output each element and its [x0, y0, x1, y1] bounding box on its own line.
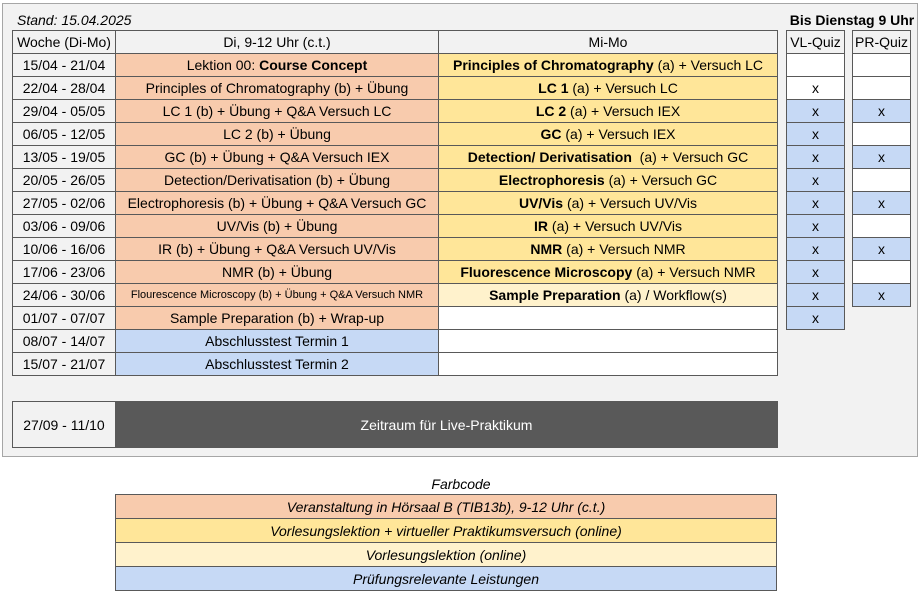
week-cell: 08/07 - 14/07	[13, 330, 116, 353]
week-cell: 10/06 - 16/06	[13, 238, 116, 261]
wed-mon-bold: Detection/ Derivatisation	[467, 149, 632, 165]
table-row	[13, 353, 778, 376]
pr-quiz-mark	[853, 123, 911, 146]
tuesday-cell	[116, 146, 439, 169]
wed-mon-text: (a) + Versuch LC	[653, 57, 764, 73]
tuesday-text: LC 1 (b) + Übung + Q&A Versuch LC	[162, 103, 392, 119]
pr-quiz-mark	[853, 215, 911, 238]
pr-quiz-mark	[853, 169, 911, 192]
live-week: 27/09 - 11/10	[13, 402, 116, 448]
vl-quiz-mark: x	[787, 169, 845, 192]
header-week: Woche (Di-Mo)	[13, 31, 116, 54]
wed-mon-bold: Principles of Chromatography	[452, 57, 654, 73]
wed-mon-cell	[439, 284, 778, 307]
tuesday-text: Abschlusstest Termin 1	[205, 333, 349, 349]
wed-mon-cell	[439, 353, 778, 376]
tuesday-cell	[116, 192, 439, 215]
quiz-deadline: Bis Dienstag 9 Uhr	[789, 12, 915, 28]
tuesday-text: GC (b) + Übung + Q&A Versuch IEX	[164, 149, 390, 165]
tuesday-text: NMR (b) + Übung	[221, 264, 333, 280]
live-practicum-table	[12, 401, 778, 448]
vl-quiz-mark: x	[787, 238, 845, 261]
tuesday-text: Sample Preparation (b) + Wrap-up	[169, 310, 385, 326]
wed-mon-text: (a) + Versuch NMR	[632, 264, 756, 280]
vl-quiz-mark: x	[787, 192, 845, 215]
wed-mon-cell	[439, 146, 778, 169]
tuesday-text: Flourescence Microscopy (b) + Übung + Q&A Versuch NMR	[130, 289, 424, 301]
table-row	[13, 261, 778, 284]
table-row	[13, 123, 778, 146]
tuesday-text: LC 2 (b) + Übung	[223, 126, 331, 142]
tuesday-cell	[116, 169, 439, 192]
header-vl-quiz: VL-Quiz	[787, 31, 845, 54]
table-row	[13, 238, 778, 261]
week-cell: 29/04 - 05/05	[13, 100, 116, 123]
wed-mon-cell	[439, 100, 778, 123]
header-wed-mon: Mi-Mo	[439, 31, 778, 54]
tuesday-bold: Course Concept	[259, 57, 368, 73]
wed-mon-bold: UV/Vis	[518, 195, 564, 211]
live-label: Zeitraum für Live-Praktikum	[116, 402, 778, 448]
vl-quiz-mark	[787, 54, 845, 77]
wed-mon-text: (a) + Versuch UV/Vis	[563, 195, 698, 211]
wed-mon-cell	[439, 307, 778, 330]
vl-quiz-mark: x	[787, 100, 845, 123]
schedule-table	[12, 30, 778, 376]
vl-quiz-mark: x	[787, 307, 845, 330]
wed-mon-text: (a) + Versuch NMR	[562, 241, 686, 257]
wed-mon-bold: GC	[540, 126, 562, 142]
tuesday-cell	[116, 353, 439, 376]
tuesday-cell	[116, 215, 439, 238]
tuesday-text: IR (b) + Übung + Q&A Versuch UV/Vis	[158, 241, 396, 257]
wed-mon-bold: Electrophoresis	[498, 172, 605, 188]
wed-mon-bold: IR	[534, 218, 549, 234]
tuesday-text: Abschlusstest Termin 2	[205, 356, 349, 372]
wed-mon-text: (a) + Versuch GC	[604, 172, 718, 188]
table-row	[13, 146, 778, 169]
table-row	[13, 100, 778, 123]
tuesday-text: Lektion 00:	[186, 57, 260, 73]
tuesday-cell	[116, 123, 439, 146]
week-cell: 13/05 - 19/05	[13, 146, 116, 169]
table-row	[13, 284, 778, 307]
table-row	[13, 77, 778, 100]
wed-mon-cell	[439, 123, 778, 146]
wed-mon-text: (a) + Versuch IEX	[561, 126, 676, 142]
wed-mon-cell	[439, 192, 778, 215]
week-cell: 20/05 - 26/05	[13, 169, 116, 192]
wed-mon-bold: Fluorescence Microscopy	[460, 264, 633, 280]
wed-mon-cell	[439, 77, 778, 100]
wed-mon-cell	[439, 54, 778, 77]
table-row	[13, 54, 778, 77]
legend-item: Vorlesungslektion (online)	[116, 543, 777, 567]
tuesday-cell	[116, 77, 439, 100]
legend-item: Vorlesungslektion + virtueller Praktikumsversuch (online)	[116, 519, 777, 543]
legend-title: Farbcode	[431, 476, 491, 492]
tuesday-cell	[116, 54, 439, 77]
vl-quiz-mark: x	[787, 215, 845, 238]
wed-mon-text: (a) + Versuch GC	[631, 149, 749, 165]
tuesday-cell	[116, 307, 439, 330]
pr-quiz-mark: x	[853, 100, 911, 123]
week-cell: 15/04 - 21/04	[13, 54, 116, 77]
table-row	[13, 307, 778, 330]
wed-mon-cell	[439, 169, 778, 192]
pr-quiz-table	[852, 30, 911, 307]
header-row	[13, 31, 778, 54]
wed-mon-text: (a) + Versuch IEX	[566, 103, 681, 119]
wed-mon-bold: LC 1	[538, 80, 569, 96]
vl-quiz-mark: x	[787, 284, 845, 307]
pr-quiz-mark: x	[853, 238, 911, 261]
table-row	[13, 192, 778, 215]
tuesday-cell	[116, 284, 439, 307]
legend-item: Prüfungsrelevante Leistungen	[116, 567, 777, 591]
week-cell: 17/06 - 23/06	[13, 261, 116, 284]
tuesday-cell	[116, 238, 439, 261]
tuesday-text: Principles of Chromatography (b) + Übung	[145, 80, 409, 96]
vl-quiz-mark: x	[787, 146, 845, 169]
wed-mon-cell	[439, 261, 778, 284]
pr-quiz-mark: x	[853, 192, 911, 215]
week-cell: 15/07 - 21/07	[13, 353, 116, 376]
pr-quiz-mark: x	[853, 284, 911, 307]
wed-mon-cell	[439, 215, 778, 238]
tuesday-cell	[116, 261, 439, 284]
wed-mon-cell	[439, 330, 778, 353]
tuesday-text: UV/Vis (b) + Übung	[216, 218, 338, 234]
header-pr-quiz: PR-Quiz	[853, 31, 911, 54]
pr-quiz-mark: x	[853, 146, 911, 169]
tuesday-cell	[116, 330, 439, 353]
table-row	[13, 169, 778, 192]
legend-item: Veranstaltung in Hörsaal B (TIB13b), 9-12 Uhr (c.t.)	[116, 495, 777, 519]
table-row	[13, 215, 778, 238]
wed-mon-bold: LC 2	[535, 103, 567, 119]
wed-mon-cell	[439, 238, 778, 261]
vl-quiz-table	[786, 30, 845, 330]
vl-quiz-mark: x	[787, 261, 845, 284]
table-row	[13, 330, 778, 353]
week-cell: 03/06 - 09/06	[13, 215, 116, 238]
tuesday-text: Detection/Derivatisation (b) + Übung	[163, 172, 391, 188]
week-cell: 24/06 - 30/06	[13, 284, 116, 307]
stand-date: Stand: 15.04.2025	[17, 12, 132, 28]
tuesday-cell	[116, 100, 439, 123]
week-cell: 22/04 - 28/04	[13, 77, 116, 100]
vl-quiz-mark: x	[787, 77, 845, 100]
pr-quiz-mark	[853, 261, 911, 284]
wed-mon-text: (a) + Versuch UV/Vis	[548, 218, 682, 234]
week-cell: 01/07 - 07/07	[13, 307, 116, 330]
wed-mon-bold: Sample Preparation	[489, 287, 621, 303]
wed-mon-text: (a) + Versuch LC	[568, 80, 678, 96]
week-cell: 27/05 - 02/06	[13, 192, 116, 215]
wed-mon-bold: NMR	[530, 241, 563, 257]
vl-quiz-mark: x	[787, 123, 845, 146]
pr-quiz-mark	[853, 54, 911, 77]
header-tuesday: Di, 9-12 Uhr (c.t.)	[116, 31, 439, 54]
color-legend	[115, 494, 777, 591]
pr-quiz-mark	[853, 77, 911, 100]
tuesday-text: Electrophoresis (b) + Übung + Q&A Versuch GC	[127, 195, 427, 211]
wed-mon-text: (a) / Workflow(s)	[620, 287, 727, 303]
week-cell: 06/05 - 12/05	[13, 123, 116, 146]
